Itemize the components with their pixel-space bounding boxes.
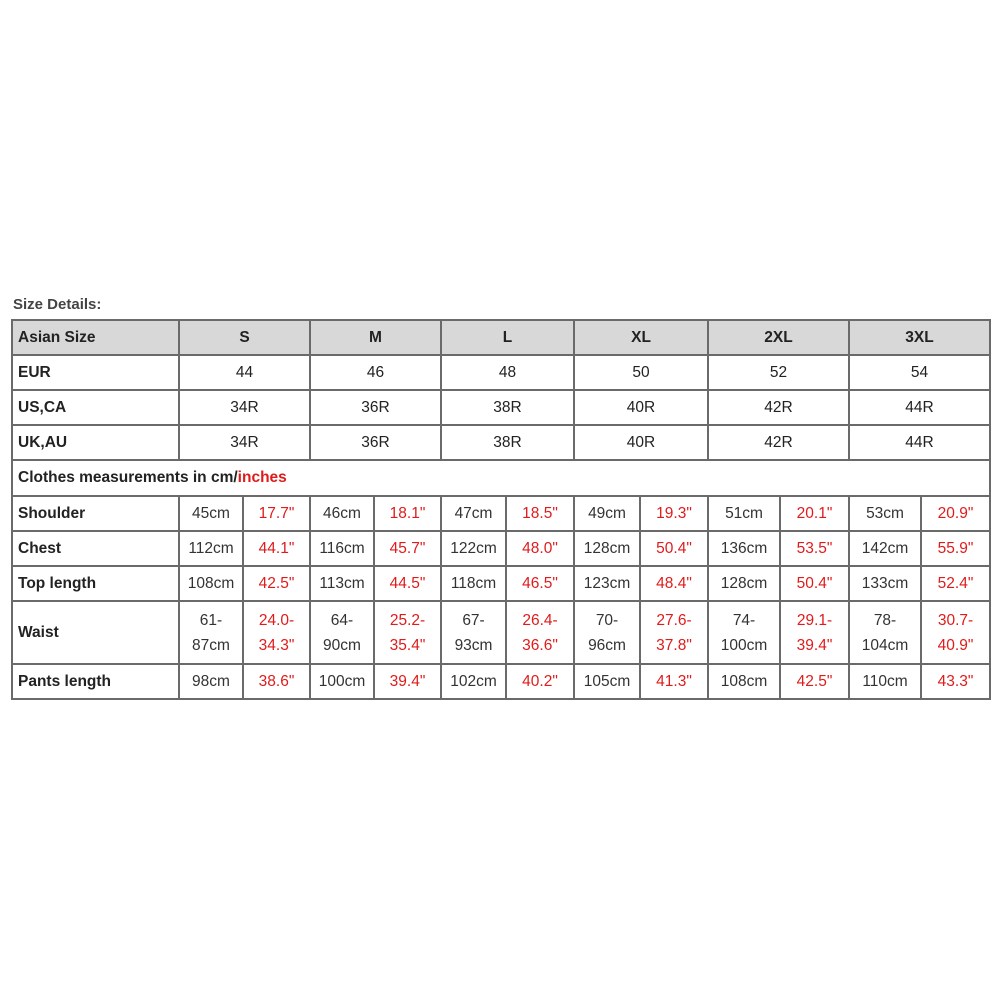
inch-value-cell: 45.7"	[374, 531, 441, 566]
cm-value-cell: 64- 90cm	[310, 601, 374, 664]
inch-value-cell: 48.4"	[640, 566, 708, 601]
inch-value-cell: 42.5"	[243, 566, 310, 601]
conversion-value-cell: 46	[310, 355, 441, 390]
inch-value-cell: 29.1- 39.4"	[780, 601, 849, 664]
cm-value-cell: 136cm	[708, 531, 780, 566]
size-header-cell: L	[441, 320, 574, 355]
row-label-cell: US,CA	[12, 390, 179, 425]
inch-value-cell: 40.2"	[506, 664, 574, 699]
conversion-value-cell: 48	[441, 355, 574, 390]
conversion-row	[12, 425, 990, 460]
cm-value-cell: 49cm	[574, 496, 640, 531]
conversion-value-cell: 40R	[574, 390, 708, 425]
cm-value-cell: 105cm	[574, 664, 640, 699]
inch-value-cell: 44.5"	[374, 566, 441, 601]
cm-value-cell: 116cm	[310, 531, 374, 566]
measurement-section-heading	[12, 460, 990, 496]
conversion-value-cell: 44R	[849, 390, 990, 425]
cm-value-cell: 112cm	[179, 531, 243, 566]
cm-value-cell: 108cm	[708, 664, 780, 699]
inch-value-cell: 25.2- 35.4"	[374, 601, 441, 664]
inch-value-cell: 41.3"	[640, 664, 708, 699]
row-label-cell: Pants length	[12, 664, 179, 699]
inch-value-cell: 26.4- 36.6"	[506, 601, 574, 664]
row-label-cell: Waist	[12, 601, 179, 664]
cm-value-cell: 128cm	[708, 566, 780, 601]
size-header-cell: 3XL	[849, 320, 990, 355]
inch-value-cell: 20.1"	[780, 496, 849, 531]
conversion-value-cell: 36R	[310, 425, 441, 460]
measurement-section-row	[12, 460, 990, 496]
inch-value-cell: 39.4"	[374, 664, 441, 699]
conversion-value-cell: 44R	[849, 425, 990, 460]
size-details-title: Size Details:	[13, 296, 102, 313]
cm-value-cell: 142cm	[849, 531, 921, 566]
size-header-cell: S	[179, 320, 310, 355]
conversion-value-cell: 34R	[179, 390, 310, 425]
conversion-value-cell: 50	[574, 355, 708, 390]
cm-value-cell: 53cm	[849, 496, 921, 531]
conversion-value-cell: 38R	[441, 390, 574, 425]
inch-value-cell: 17.7"	[243, 496, 310, 531]
conversion-value-cell: 36R	[310, 390, 441, 425]
cm-value-cell: 122cm	[441, 531, 506, 566]
row-label-cell: UK,AU	[12, 425, 179, 460]
conversion-row	[12, 355, 990, 390]
measurement-row	[12, 664, 990, 699]
size-header-cell: XL	[574, 320, 708, 355]
inch-value-cell: 55.9"	[921, 531, 990, 566]
conversion-value-cell: 34R	[179, 425, 310, 460]
inch-value-cell: 24.0- 34.3"	[243, 601, 310, 664]
inch-value-cell: 27.6- 37.8"	[640, 601, 708, 664]
conversion-value-cell: 54	[849, 355, 990, 390]
conversion-value-cell: 42R	[708, 425, 849, 460]
cm-value-cell: 78- 104cm	[849, 601, 921, 664]
inch-value-cell: 42.5"	[780, 664, 849, 699]
inch-value-cell: 43.3"	[921, 664, 990, 699]
inch-value-cell: 52.4"	[921, 566, 990, 601]
cm-value-cell: 123cm	[574, 566, 640, 601]
inch-value-cell: 18.1"	[374, 496, 441, 531]
cm-value-cell: 70- 96cm	[574, 601, 640, 664]
cm-value-cell: 110cm	[849, 664, 921, 699]
cm-value-cell: 100cm	[310, 664, 374, 699]
cm-value-cell: 133cm	[849, 566, 921, 601]
cm-value-cell: 45cm	[179, 496, 243, 531]
size-table	[11, 319, 991, 700]
cm-value-cell: 46cm	[310, 496, 374, 531]
conversion-value-cell: 40R	[574, 425, 708, 460]
measurement-row	[12, 531, 990, 566]
inch-value-cell: 50.4"	[780, 566, 849, 601]
conversion-value-cell: 42R	[708, 390, 849, 425]
header-label-cell: Asian Size	[12, 320, 179, 355]
section-heading-text: Clothes measurements in cm/	[18, 469, 238, 486]
section-heading-inches: inches	[237, 469, 287, 486]
cm-value-cell: 67- 93cm	[441, 601, 506, 664]
cm-value-cell: 47cm	[441, 496, 506, 531]
cm-value-cell: 98cm	[179, 664, 243, 699]
measurement-row	[12, 496, 990, 531]
size-header-cell: M	[310, 320, 441, 355]
inch-value-cell: 48.0"	[506, 531, 574, 566]
inch-value-cell: 44.1"	[243, 531, 310, 566]
measurement-row	[12, 566, 990, 601]
inch-value-cell: 18.5"	[506, 496, 574, 531]
inch-value-cell: 38.6"	[243, 664, 310, 699]
header-row	[12, 320, 990, 355]
inch-value-cell: 19.3"	[640, 496, 708, 531]
conversion-value-cell: 44	[179, 355, 310, 390]
cm-value-cell: 61- 87cm	[179, 601, 243, 664]
row-label-cell: Chest	[12, 531, 179, 566]
row-label-cell: EUR	[12, 355, 179, 390]
inch-value-cell: 20.9"	[921, 496, 990, 531]
cm-value-cell: 51cm	[708, 496, 780, 531]
row-label-cell: Top length	[12, 566, 179, 601]
cm-value-cell: 118cm	[441, 566, 506, 601]
inch-value-cell: 50.4"	[640, 531, 708, 566]
cm-value-cell: 108cm	[179, 566, 243, 601]
cm-value-cell: 128cm	[574, 531, 640, 566]
row-label-cell: Shoulder	[12, 496, 179, 531]
inch-value-cell: 30.7- 40.9"	[921, 601, 990, 664]
inch-value-cell: 46.5"	[506, 566, 574, 601]
cm-value-cell: 74- 100cm	[708, 601, 780, 664]
cm-value-cell: 113cm	[310, 566, 374, 601]
cm-value-cell: 102cm	[441, 664, 506, 699]
conversion-value-cell: 38R	[441, 425, 574, 460]
inch-value-cell: 53.5"	[780, 531, 849, 566]
measurement-row	[12, 601, 990, 664]
size-header-cell: 2XL	[708, 320, 849, 355]
conversion-row	[12, 390, 990, 425]
conversion-value-cell: 52	[708, 355, 849, 390]
